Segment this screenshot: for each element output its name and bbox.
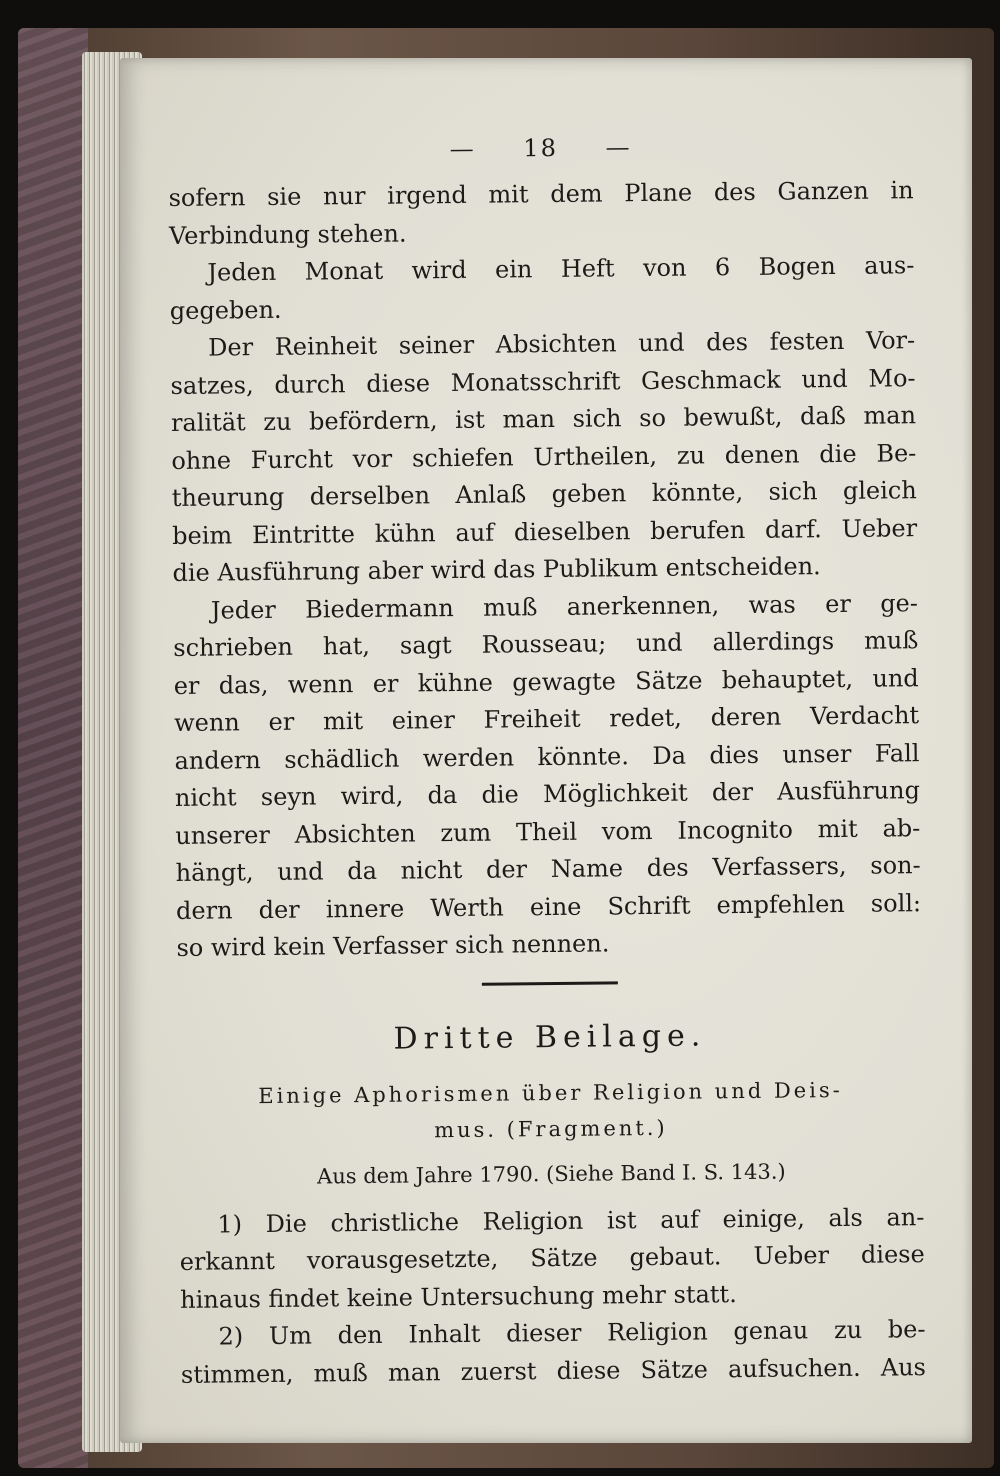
text-line: sofern sie nur irgend mit dem Plane des Ganzen in [168,176,914,212]
text-line: er das, wenn er kühne gewagte Sätze behauptet, und [173,663,919,700]
text-line: hängt, und da nicht der Name des Verfassers, son- [175,851,921,887]
section-divider [481,981,617,985]
text-line: dern der innere Werth eine Schrift empfehlen soll: [175,888,922,925]
page-text [168,130,926,1394]
text-line: erkannt vorausgesetzte, Sätze gebaut. Ueber diese [179,1240,925,1276]
text-line: so wird kein Verfasser sich nennen. [176,929,610,962]
text-line: theurung derselben Anlaß geben könnte, sich gleich [171,476,917,512]
section-title: Dritte Beilage. [393,1017,707,1057]
header-dash-left: — [449,134,476,164]
text-line: schrieben hat, sagt Rousseau; und allerdings muß [173,626,919,662]
text-line: nicht seyn wird, da die Möglichkeit der Ausführung [174,776,921,812]
text-line: die Ausführung aber wird das Publikum entscheiden. [172,552,821,587]
section-subtitle-line2: mus. (Fragment.) [434,1115,668,1142]
text-line: stimmen, muß man zuerst diese Sätze aufsuchen. Aus [180,1352,927,1389]
text-line: ralität zu befördern, ist man sich so bewußt, daß man [170,401,917,437]
text-line: Verbindung stehen. [168,219,407,250]
text-line: 2) Um den Inhalt dieser Religion genau zu be- [218,1315,926,1351]
marbled-binding [18,28,88,1468]
body-paragraphs [168,172,921,967]
text-line: Jeden Monat wird ein Heft von 6 Bogen aus- [207,251,915,287]
text-line: Der Reinheit seiner Absichten und des festen Vor- [208,326,916,362]
page-number: 18 [523,133,559,163]
section-subtitle-line1: Einige Aphorismen über Religion und Deis- [258,1077,843,1108]
header-dash-right: — [605,133,632,162]
text-line: unserer Absichten zum Theil vom Incognito mit ab- [175,813,921,850]
text-line: wenn er mit einer Freiheit redet, deren Verdacht [173,701,920,737]
text-line: hinaus findet keine Untersuchung mehr statt. [180,1279,737,1314]
text-line: beim Eintritte kühn auf dieselben berufen darf. Ueber [172,513,918,550]
section-source: Aus dem Jahre 1790. (Siehe Band I. S. 143.) [316,1159,786,1188]
text-line: Jeder Biedermann muß anerkennen, was er ge- [210,588,919,625]
text-line: andern schädlich werden könnte. Da dies unser Fall [174,738,920,775]
aphorism-paragraphs [179,1199,926,1394]
text-line: 1) Die christliche Religion ist auf einige, als an- [217,1202,925,1239]
text-line: gegeben. [169,295,282,325]
text-line: satzes, durch diese Monatsschrift Geschmack und Mo- [170,363,916,400]
text-line: ohne Furcht vor schiefen Urtheilen, zu denen die Be- [171,438,917,475]
